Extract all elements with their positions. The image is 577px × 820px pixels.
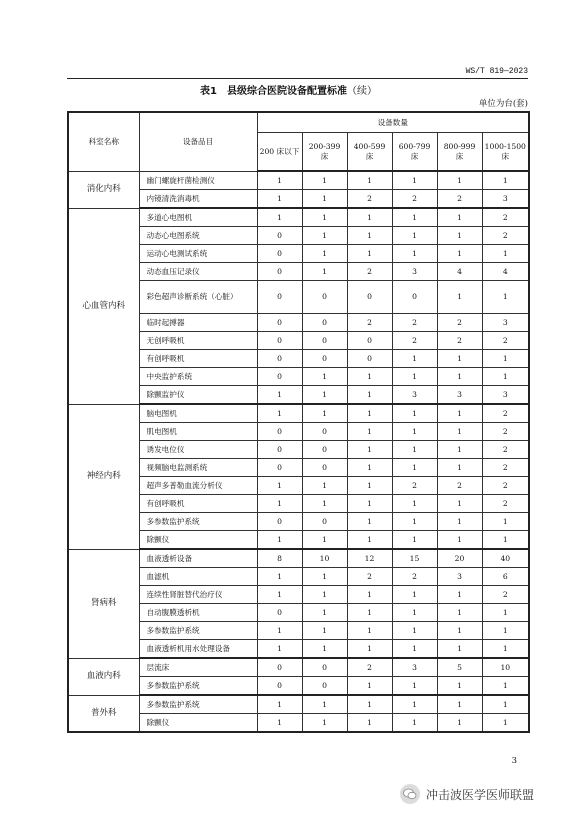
qty-cell: 1 (437, 208, 482, 227)
qty-cell: 0 (257, 441, 302, 459)
qty-cell: 3 (437, 386, 482, 405)
qty-cell: 2 (437, 332, 482, 350)
qty-cell: 1 (437, 350, 482, 368)
qty-cell: 1 (347, 423, 392, 441)
qty-cell: 2 (392, 190, 437, 209)
qty-cell: 1 (392, 208, 437, 227)
qty-cell: 0 (257, 423, 302, 441)
qty-cell: 1 (437, 368, 482, 386)
item-cell: 除颤仪 (139, 714, 257, 733)
qty-cell: 1 (392, 495, 437, 513)
qty-cell: 1 (302, 477, 347, 495)
qty-cell: 3 (392, 658, 437, 677)
item-cell: 血液透析机用水处理设备 (139, 640, 257, 659)
item-cell: 彩色超声诊断系统（心脏） (139, 281, 257, 314)
qty-cell: 2 (482, 495, 529, 513)
qty-cell: 20 (437, 549, 482, 568)
qty-cell: 0 (257, 314, 302, 332)
item-cell: 自动腹膜透析机 (139, 604, 257, 622)
item-cell: 视频脑电监测系统 (139, 459, 257, 477)
item-cell: 临时起搏器 (139, 314, 257, 332)
item-cell: 除颤监护仪 (139, 386, 257, 405)
qty-cell: 1 (347, 459, 392, 477)
qty-cell: 1 (347, 441, 392, 459)
header-bed-range: 200 床以下 (257, 133, 302, 172)
header-dept: 科室名称 (68, 112, 139, 171)
qty-cell: 1 (437, 495, 482, 513)
qty-cell: 12 (347, 549, 392, 568)
item-cell: 连续性肾脏替代治疗仪 (139, 586, 257, 604)
qty-cell: 1 (257, 477, 302, 495)
item-cell: 血滤机 (139, 568, 257, 586)
qty-cell: 0 (302, 350, 347, 368)
qty-cell: 1 (437, 404, 482, 423)
qty-cell: 1 (347, 495, 392, 513)
qty-cell: 1 (257, 531, 302, 550)
qty-cell: 2 (482, 441, 529, 459)
header-bed-range: 200-399 床 (302, 133, 347, 172)
dept-cell: 心血管内科 (68, 208, 139, 404)
dept-cell: 神经内科 (68, 404, 139, 549)
qty-cell: 1 (437, 281, 482, 314)
qty-cell: 1 (392, 171, 437, 190)
qty-cell: 3 (482, 386, 529, 405)
qty-cell: 0 (347, 332, 392, 350)
table-row (68, 404, 529, 423)
qty-cell: 2 (482, 208, 529, 227)
header-rule (67, 78, 528, 79)
qty-cell: 0 (392, 281, 437, 314)
header-bed-range: 800-999 床 (437, 133, 482, 172)
qty-cell: 1 (482, 714, 529, 733)
qty-cell: 3 (437, 568, 482, 586)
qty-cell: 1 (482, 531, 529, 550)
qty-cell: 2 (392, 314, 437, 332)
header-bed-range: 600-799 床 (392, 133, 437, 172)
qty-cell: 1 (347, 531, 392, 550)
qty-cell: 1 (257, 586, 302, 604)
qty-cell: 1 (437, 441, 482, 459)
qty-cell: 1 (347, 640, 392, 659)
header-item: 设备品目 (139, 112, 257, 171)
qty-cell: 0 (257, 227, 302, 245)
qty-cell: 1 (302, 531, 347, 550)
qty-cell: 1 (437, 531, 482, 550)
header-qty-group: 设备数量 (257, 112, 529, 133)
qty-cell: 1 (347, 513, 392, 531)
qty-cell: 0 (257, 604, 302, 622)
qty-cell: 1 (392, 350, 437, 368)
item-cell: 肌电图机 (139, 423, 257, 441)
qty-cell: 1 (482, 622, 529, 640)
qty-cell: 0 (257, 332, 302, 350)
qty-cell: 0 (257, 677, 302, 696)
qty-cell: 4 (482, 263, 529, 281)
qty-cell: 1 (437, 171, 482, 190)
qty-cell: 0 (257, 245, 302, 263)
qty-cell: 1 (482, 350, 529, 368)
table-body (68, 171, 529, 732)
page-number: 3 (511, 756, 517, 766)
qty-cell: 10 (482, 658, 529, 677)
qty-cell: 0 (302, 332, 347, 350)
item-cell: 有创呼吸机 (139, 495, 257, 513)
qty-cell: 1 (482, 604, 529, 622)
qty-cell: 1 (302, 386, 347, 405)
qty-cell: 10 (302, 549, 347, 568)
qty-cell: 1 (302, 368, 347, 386)
qty-cell: 1 (302, 495, 347, 513)
qty-cell: 1 (482, 513, 529, 531)
qty-cell: 0 (302, 677, 347, 696)
qty-cell: 1 (347, 227, 392, 245)
item-cell: 无创呼吸机 (139, 332, 257, 350)
qty-cell: 4 (437, 263, 482, 281)
qty-cell: 1 (347, 586, 392, 604)
qty-cell: 1 (257, 568, 302, 586)
qty-cell: 1 (437, 640, 482, 659)
qty-cell: 1 (347, 677, 392, 696)
qty-cell: 1 (392, 714, 437, 733)
item-cell: 有创呼吸机 (139, 350, 257, 368)
qty-cell: 2 (437, 477, 482, 495)
qty-cell: 0 (302, 281, 347, 314)
qty-cell: 0 (257, 263, 302, 281)
item-cell: 层流床 (139, 658, 257, 677)
qty-cell: 2 (437, 190, 482, 209)
qty-cell: 1 (347, 171, 392, 190)
qty-cell: 6 (482, 568, 529, 586)
qty-cell: 1 (392, 404, 437, 423)
qty-cell: 3 (482, 314, 529, 332)
qty-cell: 1 (257, 171, 302, 190)
qty-cell: 1 (302, 171, 347, 190)
qty-cell: 2 (482, 227, 529, 245)
item-cell: 幽门螺旋杆菌检测仪 (139, 171, 257, 190)
qty-cell: 1 (392, 677, 437, 696)
qty-cell: 2 (437, 314, 482, 332)
qty-cell: 15 (392, 549, 437, 568)
qty-cell: 1 (392, 640, 437, 659)
qty-cell: 1 (302, 622, 347, 640)
qty-cell: 1 (257, 190, 302, 209)
qty-cell: 1 (257, 695, 302, 714)
qty-cell: 1 (392, 227, 437, 245)
qty-cell: 1 (392, 604, 437, 622)
qty-cell: 1 (437, 245, 482, 263)
qty-cell: 1 (482, 677, 529, 696)
qty-cell: 1 (257, 495, 302, 513)
qty-cell: 1 (392, 423, 437, 441)
qty-cell: 2 (392, 477, 437, 495)
qty-cell: 0 (302, 423, 347, 441)
qty-cell: 3 (392, 263, 437, 281)
qty-cell: 0 (257, 350, 302, 368)
table-title (0, 82, 577, 97)
qty-cell: 0 (302, 314, 347, 332)
qty-cell: 2 (392, 568, 437, 586)
qty-cell: 1 (437, 227, 482, 245)
watermark (400, 782, 534, 806)
dept-cell: 普外科 (68, 695, 139, 732)
item-cell: 中央监护系统 (139, 368, 257, 386)
qty-cell: 1 (257, 404, 302, 423)
item-cell: 多道心电图机 (139, 208, 257, 227)
qty-cell: 0 (302, 513, 347, 531)
qty-cell: 1 (302, 586, 347, 604)
item-cell: 多参数监护系统 (139, 622, 257, 640)
qty-cell: 1 (302, 714, 347, 733)
item-cell: 超声多普勒血流分析仪 (139, 477, 257, 495)
qty-cell: 1 (302, 227, 347, 245)
qty-cell: 1 (482, 281, 529, 314)
standard-number: WS/T 819—2023 (465, 67, 528, 76)
qty-cell: 1 (392, 695, 437, 714)
qty-cell: 0 (302, 441, 347, 459)
item-cell: 除颤仪 (139, 531, 257, 550)
item-cell: 脑电图机 (139, 404, 257, 423)
qty-cell: 1 (437, 695, 482, 714)
qty-cell: 1 (257, 714, 302, 733)
qty-cell: 8 (257, 549, 302, 568)
qty-cell: 1 (392, 531, 437, 550)
item-cell: 多参数监护系统 (139, 677, 257, 696)
qty-cell: 3 (482, 190, 529, 209)
qty-cell: 1 (392, 441, 437, 459)
qty-cell: 1 (347, 477, 392, 495)
qty-cell: 2 (482, 459, 529, 477)
qty-cell: 1 (347, 208, 392, 227)
qty-cell: 2 (347, 263, 392, 281)
item-cell: 血液透析设备 (139, 549, 257, 568)
qty-cell: 2 (347, 190, 392, 209)
qty-cell: 1 (257, 386, 302, 405)
qty-cell: 1 (392, 459, 437, 477)
qty-cell: 1 (392, 622, 437, 640)
header-bed-range: 1000-1500 床 (482, 133, 529, 172)
qty-cell: 0 (257, 513, 302, 531)
qty-cell: 2 (482, 477, 529, 495)
qty-cell: 2 (392, 332, 437, 350)
qty-cell: 1 (437, 513, 482, 531)
qty-cell: 1 (302, 640, 347, 659)
item-cell: 多参数监护系统 (139, 513, 257, 531)
qty-cell: 1 (302, 404, 347, 423)
qty-cell: 2 (482, 586, 529, 604)
qty-cell: 5 (437, 658, 482, 677)
qty-cell: 1 (302, 568, 347, 586)
table-row (68, 171, 529, 190)
qty-cell: 1 (392, 368, 437, 386)
header-bed-range: 400-599 床 (347, 133, 392, 172)
equipment-table (67, 111, 530, 733)
qty-cell: 1 (302, 245, 347, 263)
qty-cell: 0 (347, 350, 392, 368)
qty-cell: 3 (392, 386, 437, 405)
qty-cell: 40 (482, 549, 529, 568)
item-cell: 动态心电图系统 (139, 227, 257, 245)
qty-cell: 0 (257, 281, 302, 314)
table-row (68, 208, 529, 227)
qty-cell: 0 (257, 658, 302, 677)
qty-cell: 0 (302, 658, 347, 677)
qty-cell: 1 (437, 677, 482, 696)
qty-cell: 2 (347, 658, 392, 677)
qty-cell: 1 (437, 423, 482, 441)
qty-cell: 1 (257, 622, 302, 640)
qty-cell: 2 (482, 404, 529, 423)
qty-cell: 1 (347, 604, 392, 622)
qty-cell: 1 (257, 208, 302, 227)
qty-cell: 1 (347, 386, 392, 405)
qty-cell: 0 (347, 281, 392, 314)
qty-cell: 1 (482, 171, 529, 190)
table-row (68, 695, 529, 714)
item-cell: 动态血压记录仪 (139, 263, 257, 281)
qty-cell: 1 (482, 245, 529, 263)
qty-cell: 1 (302, 190, 347, 209)
qty-cell: 0 (257, 368, 302, 386)
qty-cell: 1 (392, 513, 437, 531)
dept-cell: 肾病科 (68, 549, 139, 658)
unit-note: 单位为台(套) (478, 99, 528, 109)
qty-cell: 1 (437, 622, 482, 640)
qty-cell: 1 (347, 368, 392, 386)
qty-cell: 1 (437, 714, 482, 733)
table-title-main: 表1 县级综合医院设备配置标准 (200, 86, 347, 97)
qty-cell: 1 (302, 604, 347, 622)
wechat-icon (400, 784, 420, 804)
item-cell: 内镜清洗消毒机 (139, 190, 257, 209)
watermark-text: 冲击波医学医师联盟 (426, 787, 535, 802)
table-row (68, 549, 529, 568)
qty-cell: 1 (302, 208, 347, 227)
qty-cell: 1 (302, 695, 347, 714)
qty-cell: 1 (347, 404, 392, 423)
qty-cell: 1 (437, 586, 482, 604)
qty-cell: 2 (347, 568, 392, 586)
qty-cell: 1 (347, 695, 392, 714)
qty-cell: 2 (347, 314, 392, 332)
qty-cell: 1 (302, 263, 347, 281)
qty-cell: 1 (347, 714, 392, 733)
item-cell: 多参数监护系统 (139, 695, 257, 714)
qty-cell: 1 (437, 459, 482, 477)
qty-cell: 1 (347, 245, 392, 263)
table-row (68, 658, 529, 677)
qty-cell: 1 (257, 640, 302, 659)
item-cell: 运动心电测试系统 (139, 245, 257, 263)
table-title-continued: （续） (346, 86, 377, 97)
dept-cell: 消化内科 (68, 171, 139, 208)
qty-cell: 1 (482, 368, 529, 386)
qty-cell: 1 (347, 622, 392, 640)
qty-cell: 2 (482, 332, 529, 350)
qty-cell: 1 (482, 640, 529, 659)
item-cell: 诱发电位仪 (139, 441, 257, 459)
qty-cell: 2 (482, 423, 529, 441)
qty-cell: 0 (257, 459, 302, 477)
qty-cell: 1 (392, 245, 437, 263)
dept-cell: 血液内科 (68, 658, 139, 695)
qty-cell: 1 (437, 604, 482, 622)
qty-cell: 1 (482, 695, 529, 714)
qty-cell: 0 (302, 459, 347, 477)
qty-cell: 1 (392, 586, 437, 604)
